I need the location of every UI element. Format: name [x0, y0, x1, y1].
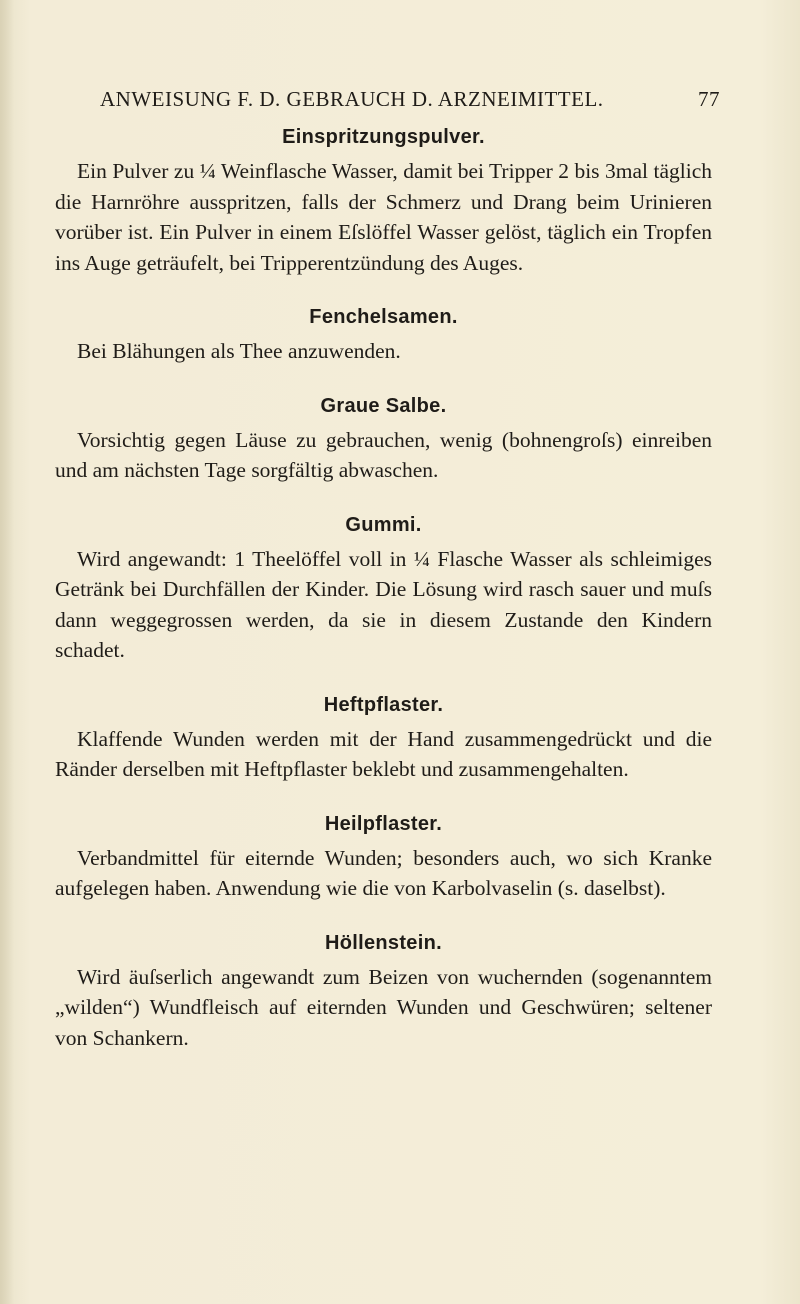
- entry-text: Ein Pulver zu ¼ Weinflasche Wasser, damit bei Tripper 2 bis 3mal täglich die Harnröhre ausspritzen, falls der Schmerz und Drang beim Urinieren vorüber ist. Ein Pulver in einem Eſslöffel Wasser gelöst, täglich ein Tropfen ins Auge geträufelt, bei Tripperentzündung des Auges.: [55, 159, 712, 275]
- entry-title: Einspritzungspulver.: [282, 126, 485, 148]
- entry-title: Heftpflaster.: [323, 693, 444, 716]
- entry-fenchelsamen: [55, 304, 712, 367]
- page-content: [55, 124, 712, 1053]
- entry-text: Vorsichtig gegen Läuse zu gebrauchen, wenig (bohnengroſs) einreiben und am nächsten Tage sorgfältig abwaschen.: [55, 427, 712, 482]
- entry-title: Höllenstein.: [325, 931, 442, 954]
- running-header: [100, 87, 720, 112]
- entry-text: Verbandmittel für eiternde Wunden; besonders auch, wo sich Kranke aufgelegen haben. Anwendung wie die von Karbolvaselin (s. daselbst).: [55, 845, 712, 900]
- entry-hoellenstein: [55, 930, 712, 1054]
- entry-text: Klaffende Wunden werden mit der Hand zusammengedrückt und die Ränder derselben mit Heftpflaster beklebt und zusammengehalten.: [55, 726, 712, 781]
- running-title: ANWEISUNG F. D. GEBRAUCH D. ARZNEIMITTEL.: [100, 87, 604, 111]
- entry-gummi: [55, 512, 712, 666]
- entry-graue-salbe: [55, 393, 712, 486]
- entry-text: Bei Blähungen als Thee anzuwenden.: [77, 339, 401, 363]
- entry-heilpflaster: [55, 811, 712, 904]
- entry-text: Wird angewandt: 1 Theelöffel voll in ¼ Flasche Wasser als schleimiges Getränk bei Durchfällen der Kinder. Die Lösung wird rasch sauer und muſs dann weggegrossen werden, da sie in diesem Zustande den Kindern schadet.: [55, 546, 712, 662]
- entry-einspritzungspulver: [55, 124, 712, 278]
- entry-title: Heilpflaster.: [324, 812, 443, 835]
- page-number: 77: [698, 87, 720, 111]
- entry-text: Wird äuſserlich angewandt zum Beizen von wuchernden (sogenanntem „wilden“) Wundfleisch auf eiternden Wunden und Geschwüren; seltener von Schankern.: [55, 964, 712, 1050]
- entry-heftpflaster: [55, 692, 712, 785]
- entry-title: Gummi.: [345, 513, 422, 536]
- binding-shadow: [0, 0, 14, 1304]
- entry-title: Fenchelsamen.: [309, 306, 458, 328]
- entry-title: Graue Salbe.: [320, 394, 447, 417]
